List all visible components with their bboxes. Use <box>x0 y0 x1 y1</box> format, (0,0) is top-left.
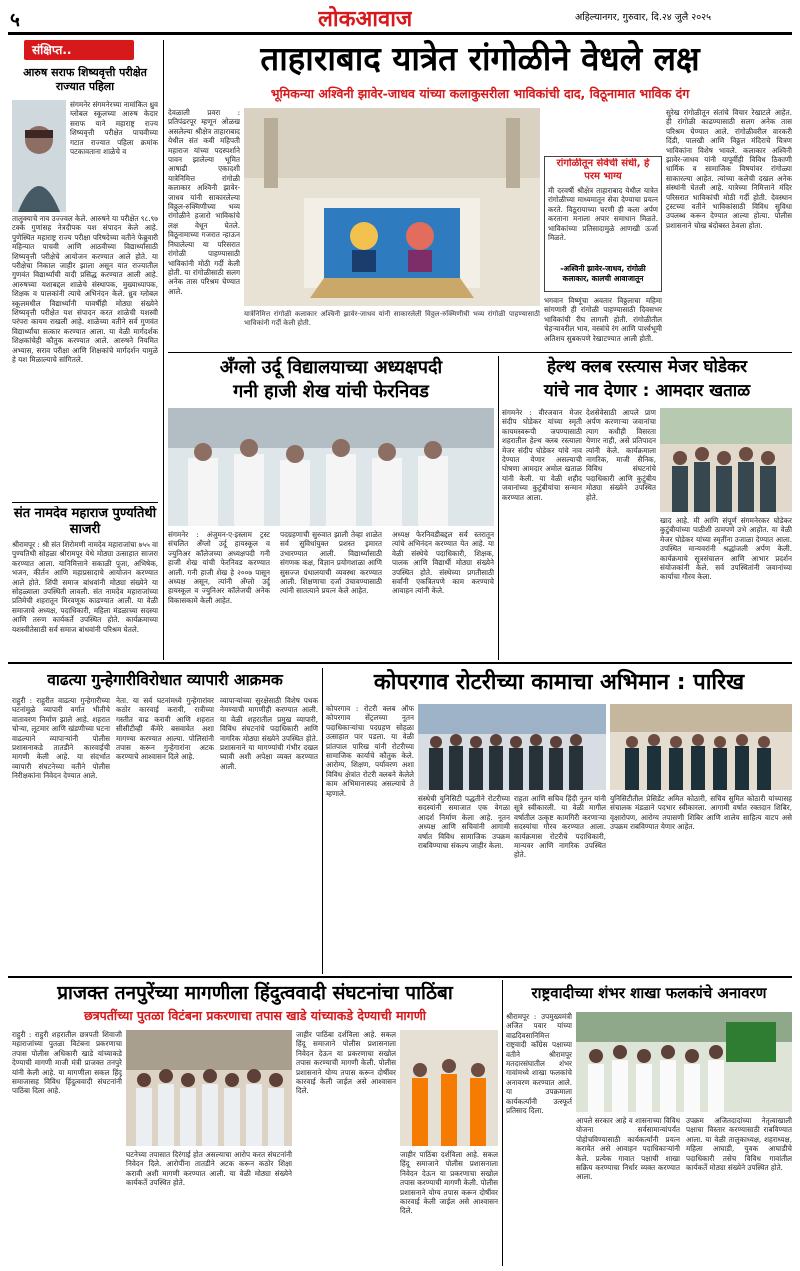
sankshipt-divider <box>12 502 158 503</box>
rotary-col4: युनिसिटीतील प्रेसिडेंट अमित कोठारी, सचिव सुमित कोठारी यांच्यासह संचालक मंडळाने पदभार स्वीकारला. आगामी वर्षात रक्तदान शिबिर, वृक्षारोपण, आरोग्य तपासणी शिबिर आणि शालेय साहित्य वाटप असे उपक्रम राबविण्यात येणार आहेत. <box>610 794 792 832</box>
photo-rotary-right <box>610 704 792 790</box>
crime-col2: नेता. या सर्व घटनांमध्ये गुन्हेगारांवर कठोर कारवाई करावी, रात्रीच्या गस्तीत वाढ करावी आणि शहरात सीसीटीव्ही कॅमेरे बसवावेत अशा मागण्या करण्यात आल्या. पोलिसांनी तपास करून गुन्हेगारांना अटक करण्याचे आश्वासन दिले आहे. <box>116 696 214 762</box>
urdu-headline-line1: अँग्लो उर्दू विद्यालयाच्या अध्यक्षपदी <box>219 357 443 378</box>
prajakt-col3: जाहीर पाठिंबा दर्शविला आहे. सकल हिंदू समाजाने पोलीस प्रशासनाला निवेदन देऊन या प्रकरणाचा सखोल तपास करण्याची मागणी केली. पोलीस प्रशासनाने योग्य तपास करून दोषींवर कारवाई केली जाईल असे आश्वासन दिले. <box>296 1030 396 1096</box>
photo-arush <box>12 100 66 212</box>
prajakt-rss-divider <box>502 980 503 1266</box>
prajakt-col4: जाहीर पाठिंबा दर्शविला आहे. सकल हिंदू समाजाने पोलीस प्रशासनाला निवेदन देऊन या प्रकरणाचा सखोल तपास करण्याची मागणी केली. पोलीस प्रशासनाने योग्य तपास करून दोषींवर कारवाई केली जाईल असे आश्वासन दिले. <box>400 1150 498 1216</box>
lead-headline: ताहाराबाद यात्रेत रांगोळीने वेधले लक्ष <box>260 39 700 78</box>
dateline: अहिल्यानगर, गुरुवार, दि.२४ जुलै २०२५ <box>575 12 712 23</box>
health-col3: खाद आहे. मी आणि संपूर्ण संगमनेरकर घोडेकर कुटुंबीयांच्या पाठीशी ठामपणे उभे आहोत. या वेळी मेजर घोडेकर यांच्या स्मृतींना उजाळा देण्यात आला. उपस्थित मान्यवरांनी श्रद्धांजली अर्पण केली. कार्यक्रमाचे सूत्रसंचालन आणि आभार प्रदर्शन संयोजकांनी केले. सर्व उपस्थितांनी जवानांच्या कार्याचा गौरव केला. <box>660 516 792 582</box>
story-namdev-headline: संत नामदेव महाराज पुण्यतिथी साजरी <box>13 506 157 537</box>
masthead-rule <box>8 32 792 35</box>
story-arush-headline: आरुष सराफ शिष्यवृत्ती परीक्षेत राज्यात पहिला <box>23 66 147 93</box>
crime-col3: व्यापाऱ्यांच्या सुरक्षेसाठी विशेष पथक नेमण्याची मागणीही करण्यात आली. या वेळी शहरातील प्रमुख व्यापारी, विविध संघटनांचे पदाधिकारी आणि नागरिक मोठ्या संख्येने उपस्थित होते. प्रशासनाने या मागण्यांची गंभीर दखल घ्यावी अशी अपेक्षा व्यक्त करण्यात आली. <box>220 696 318 771</box>
rotary-col3: राहता आणि सचिव हिंदी नूतन यांनी सूत्रे स्वीकारली. या वेळी मागील वर्षातील उत्कृष्ट कामगिरी करणाऱ्या सदस्यांचा गौरव करण्यात आला. कार्यक्रमास रोटरीचे पदाधिकारी, मान्यवर आणि नागरिक उपस्थित होते. <box>514 794 606 860</box>
lead-bottom-rule <box>168 352 792 353</box>
lower-band-rule <box>8 976 792 978</box>
lead-subhead: भूमिकन्या अश्विनी झावेर-जाधव यांच्या कलाकुसरीला भाविकांची दाद, विठूनामात भाविक दंग <box>270 86 690 101</box>
photo-health-club <box>660 408 792 512</box>
story-namdev-body: श्रीरामपूर : श्री संत शिरोमणी नामदेव महाराजांचा ७५५ वा पुण्यतिथी सोहळा श्रीरामपूर येथे मोठ्या उत्साहात साजरा करण्यात आला. यानिमित्ताने सकाळी पूजा, अभिषेक, भजन, कीर्तन आणि महाप्रसादाचे आयोजन करण्यात आले होते. शिंपी समाज बांधवांनी मोठ्या संख्येने या सोहळ्याला उपस्थिती लावली. संत नामदेव महाराजांच्या प्रतिमेची शहरातून मिरवणूक काढण्यात आली. या वेळी समाजाचे अध्यक्ष, पदाधिकारी, महिला मंडळाच्या सदस्या आणि तरुण कार्यकर्ते उपस्थित होते. कार्यक्रमाच्या यशस्वीतेसाठी सर्व समाज बांधवांनी परिश्रम घेतले. <box>12 540 158 634</box>
crime-col1: राहुरी : राहुरीत वाढत्या गुन्हेगारीच्या घटनांमुळे व्यापारी वर्गात भीतीचे वातावरण निर्माण झाले आहे. शहरात चोऱ्या, लूटमार आणि खंडणीच्या घटना वाढल्याने व्यापाऱ्यांनी पोलीस प्रशासनाकडे तातडीने कारवाईची मागणी केली आहे. या संदर्भात व्यापारी संघटनेच्या वतीने पोलीस निरीक्षकांना निवेदन देण्यात आले. <box>12 696 110 781</box>
prajakt-col1: राहुरी : राहुरी शहरातील छत्रपती शिवाजी महाराजांच्या पुतळा विटंबना प्रकरणाचा तपास पोलीस अधिकारी खाडे यांच्याकडे देण्याची मागणी माजी मंत्री प्राजक्त तनपुरे यांनी केली आहे. या मागणीला सकल हिंदू समाजासह विविध हिंदुत्ववादी संघटनांनी पाठिंबा दिला आहे. <box>12 1030 122 1096</box>
photo-urdu-school <box>168 408 494 526</box>
health-col1: संगमनेर : वीरजवान मेजर संदीप घोडेकर यांच्या स्मृती कायमस्वरूपी जपण्यासाठी शहरातील हेल्थ क्लब रस्त्याला मेजर संदीप घोडेकर यांचे नाव देण्यात येणार असल्याची घोषणा आमदार अमोल खताळ यांनी केली. या वेळी शहीद जवानांच्या कुटुंबीयांचा सन्मान करण्यात आला. <box>502 408 582 502</box>
health-headline-line1: हेल्थ क्लब रस्त्यास मेजर घोडेकर <box>546 357 748 377</box>
page-number: ५ <box>10 9 20 31</box>
sidebar-quote-body: मी दरवर्षी श्रीक्षेत्र ताहाराबाद येथील यात्रेत रांगोळीच्या माध्यमातून सेवा देण्याचा प्रयत्न करते. विठूरायाच्या चरणी ही कला अर्पण करताना मनाला अपार समाधान मिळते. भाविकांच्या प्रतिसादामुळे आणखी ऊर्जा मिळते. <box>548 186 658 243</box>
rangoli-caption: यात्रेनिमित्त रांगोळी कलाकार अश्विनी झावेर-जाधव यांनी साकारलेली विठ्ठल-रुक्मिणीची भव्य रांगोळी पाहण्यासाठी भाविकांनी गर्दी केली होती. <box>244 310 540 327</box>
sankshipt-label: संक्षिप्त.. <box>32 43 72 57</box>
photo-rss <box>576 1012 792 1112</box>
urdu-col2: पदग्रहणाची सुरुवात झाली तेव्हा शाळेत सर्व सुविधांयुक्त प्रशस्त इमारत उभारण्यात आली. विद्यार्थ्यांसाठी संगणक कक्ष, विज्ञान प्रयोगशाळा आणि सुसज्ज ग्रंथालयाची व्यवस्था करण्यात आली. शिक्षणाचा दर्जा उंचावण्यासाठी त्यांनी सातत्याने प्रयत्न केले आहेत. <box>280 530 382 596</box>
newspaper-logo: लोकआवाज <box>318 7 413 32</box>
rotary-col1: कोपरगाव : रोटरी क्लब ऑफ कोपरगाव सेंट्रलच्या नूतन पदाधिकाऱ्यांचा पदग्रहण सोहळा उत्साहात पार पडला. या वेळी प्रांतपाल पारिख यांनी रोटरीच्या सामाजिक कार्याचे कौतुक केले. आरोग्य, शिक्षण, पर्यावरण अशा विविध क्षेत्रांत रोटरी क्लबने केलेले काम अभिमानास्पद असल्याचे ते म्हणाले. <box>326 704 414 798</box>
rss-col2: आपले सरकार आहे व शासनाच्या विविध योजना सर्वसामान्यांपर्यंत पोहोचविण्यासाठी कार्यकर्त्यांनी प्रयत्न करावेत असे आवाहन पदाधिकाऱ्यांनी केले. प्रत्येक गावात पक्षाची शाखा सक्रिय करण्याचा निर्धार व्यक्त करण्यात आला. <box>576 1116 680 1182</box>
rotary-col2: संस्थेची युनिसिटी पद्धतीने रोटरीच्या सदस्यांनी समाजात एक वेगळा आदर्श निर्माण केला आहे. नूतन अध्यक्ष आणि सचिवांनी आगामी वर्षात विविध सामाजिक उपक्रम राबविण्याचा संकल्प जाहीर केला. <box>418 794 510 851</box>
sankshipt-column-rule <box>163 40 164 660</box>
lead-col4: सुरेख रांगोळीतून संतांचे विचार रेखाटले आहेत. ही रांगोळी काढण्यासाठी सलग अनेक तास परिश्रम घेण्यात आले. रांगोळीवरील वारकरी दिंडी, पालखी आणि विठ्ठल मंदिराचे चित्रण भाविकांना विशेष भावले. कलाकार अश्विनी झावेर-जाधव यांनी यापूर्वीही विविध ठिकाणी धार्मिक व सामाजिक विषयांवर रांगोळ्या साकारल्या आहेत. त्यांच्या कलेची दखल अनेक संस्थांनी घेतली आहे. यात्रेच्या निमित्ताने मंदिर परिसरात भाविकांची मोठी गर्दी होती. देवस्थान ट्रस्टच्या वतीने भाविकांसाठी विविध सुविधा उपलब्ध करून देण्यात आल्या होत्या. पोलीस प्रशासनाने चोख बंदोबस्त ठेवला होता. <box>666 108 792 230</box>
photo-prajakt-2 <box>400 1030 498 1146</box>
urdu-headline-line2: गनी हाजी शेख यांची फेरनिवड <box>233 381 429 402</box>
urdu-col1: संगमनेर : अंजुमन-ए-इस्लाम ट्रस्ट संचलित अँग्लो उर्दू हायस्कूल व ज्युनिअर कॉलेजच्या अध्यक्षपदी गनी हाजी शेख यांची फेरनिवड करण्यात आली. गनी हाजी शेख हे २००७ पासून अध्यक्ष असून, त्यांनी अँग्लो उर्दू हायस्कूल व ज्युनिअर कॉलेजची अनेक विकासकामे केली आहेत. <box>168 530 270 605</box>
photo-rangoli <box>244 108 540 306</box>
rss-col1: श्रीरामपूर : उपमुख्यमंत्री अजित पवार यांच्या वाढदिवसानिमित्त राष्ट्रवादी काँग्रेस पक्षाच्या वतीने श्रीरामपूर मतदारसंघातील शंभर गावांमध्ये शाखा फलकांचे अनावरण करण्यात आले. या उपक्रमाला कार्यकर्त्यांनी उत्स्फूर्त प्रतिसाद दिला. <box>506 1012 572 1116</box>
sidebar-quote-title: रांगोळीतून सेवेची संधी, हे परम भाग्य <box>556 158 650 182</box>
urdu-col3: अध्यक्ष फेरनिवडीबद्दल सर्व स्तरातून त्यांचे अभिनंदन करण्यात येत आहे. या वेळी संस्थेचे पदाधिकारी, शिक्षक, पालक आणि विद्यार्थी मोठ्या संख्येने उपस्थित होते. संस्थेच्या प्रगतीसाठी सर्वांनी एकत्रितपणे काम करण्याचे आवाहन त्यांनी केले. <box>392 530 494 596</box>
rss-headline: राष्ट्रवादीच्या शंभर शाखा फलकांचे अनावरण <box>531 984 767 1002</box>
prajakt-headline: प्राजक्त तनपुरेंच्या मागणीला हिंदुत्ववादी संघटनांचा पाठिंबा <box>57 982 453 1004</box>
sankshipt-label-box <box>24 40 134 60</box>
prajakt-subhead: छत्रपतींच्या पुतळा विटंबना प्रकरणाचा तपास खाडे यांच्याकडे देण्याची मागणी <box>84 1008 426 1023</box>
lead-col1: देवळाली प्रवरा : प्रतिपंढरपूर म्हणून ओळख असलेल्या श्रीक्षेत्र ताहाराबाद येथील संत कवी महिपती महाराज यांच्या पदस्पर्शाने पावन झालेल्या भूमित आषाढी एकादशी यात्रेनिमित्त रांगोळी कलाकार अश्विनी झावेर-जाधव यांनी साकारलेल्या विठ्ठल-रुक्मिणीच्या भव्य रांगोळीने हजारो भाविकांचे लक्ष वेधून घेतले. विठूनामाच्या गजरात न्हाऊन निघालेल्या या परिसरात रांगोळी पाहण्यासाठी भाविकांनी मोठी गर्दी केली होती. या रांगोळीसाठी सलग अनेक तास परिश्रम घेण्यात आले. <box>168 108 240 296</box>
lead-col3: भगवान विष्णूंचा अवतार विठ्ठलाचा महिमा सांगणारी ही रांगोळी पाहण्यासाठी दिवसभर भाविकांची रीघ लागली होती. रांगोळीतील चेहऱ्यावरील भाव, वस्त्रांचे रंग आणि पार्श्वभूमी अतिशय सुबकपणे रेखाटण्यात आली होती. <box>544 296 662 343</box>
middle-band-rule <box>8 662 792 664</box>
photo-rotary-left <box>418 704 606 790</box>
crime-headline: वाढत्या गुन्हेगारीविरोधात व्यापारी आक्रमक <box>47 671 283 689</box>
crime-rotary-divider <box>322 668 323 974</box>
health-col2: देशसेवेसाठी आपले प्राण अर्पण करणाऱ्या जवानांचा त्याग कधीही विसरता येणार नाही, असे प्रतिपादन त्यांनी केले. कार्यक्रमाला नागरिक, माजी सैनिक, विविध संघटनांचे पदाधिकारी आणि कुटुंबीय मोठ्या संख्येने उपस्थित होते. <box>586 408 656 502</box>
story-arush-intro: संगमनेर संगमनेरच्या नामांकित ध्रुव ग्लोबल स्कूलच्या आरुष केदार सराफ याने महाराष्ट्र राज्य शिष्यवृत्ती परीक्षेत पाचवीच्या गटात राज्यात पहिला क्रमांक पटकावताना शाळेचे व <box>70 100 158 157</box>
urdu-health-divider <box>498 356 499 660</box>
prajakt-col2: घटनेच्या तपासात दिरंगाई होत असल्याचा आरोप करत संघटनांनी निवेदन दिले. आरोपींना तातडीने अटक करून कठोर शिक्षा करावी अशी मागणी करण्यात आली. या वेळी मोठ्या संख्येने कार्यकर्ते उपस्थित होते. <box>126 1150 292 1188</box>
story-arush-body: तालुक्याचे नाव उज्ज्वल केले. आरुषने या परीक्षेत ९८.९७ टक्के गुणांसह नेत्रदीपक यश संपादन केले आहे. पुणेस्थित महाराष्ट्र राज्य परीक्षा परिषदेच्या वतीने फेब्रुवारी महिन्यात पाचवी आणि आठवीच्या विद्यार्थ्यांसाठी शिष्यवृत्ती परीक्षेचे आयोजन करण्यात आले होते. या परीक्षेचा निकाल जाहीर झाला असून यात राज्यातील गुणवंत विद्यार्थ्यांची यादी प्रसिद्ध करण्यात आली आहे. आरुषच्या यशाबद्दल शाळेचे संस्थापक, मुख्याध्यापक, शिक्षक व पालकांनी त्याचे अभिनंदन केले. ध्रुव ग्लोबल स्कूलमधील विद्यार्थ्यांनी यावर्षीही मोठ्या संख्येने शिष्यवृत्ती परीक्षेत यश संपादन करत शाळेची यशस्वी परंपरा कायम राखली आहे. शाळेच्या वतीने सर्व गुणवंत विद्यार्थ्यांचा सत्कार करण्यात आला. या वेळी मार्गदर्शक शिक्षकांचेही कौतुक करण्यात आले. आरुषने नियमित अभ्यास, सराव परीक्षा आणि शिक्षकांचे मार्गदर्शन यामुळे हे यश मिळाल्याचे सांगितले. <box>12 214 158 365</box>
health-headline-line2: यांचे नाव देणार : आमदार खताळ <box>543 381 751 401</box>
photo-prajakt <box>126 1030 292 1146</box>
sidebar-quote-byline: -अश्विनी झावेर-जाधव, रांगोळी कलाकार, कालची आवाजातून <box>560 264 646 283</box>
rss-col3: उपक्रम अजितदादांच्या नेतृत्वाखाली पक्षाचा विस्तार करण्यासाठी राबविण्यात आला. या वेळी तालुकाध्यक्ष, शहराध्यक्ष, महिला आघाडी, युवक आघाडीचे पदाधिकारी तसेच विविध गावांतील कार्यकर्ते मोठ्या संख्येने उपस्थित होते. <box>686 1116 792 1173</box>
rotary-headline: कोपरगाव रोटरीच्या कामाचा अभिमान : पारिख <box>373 670 745 695</box>
